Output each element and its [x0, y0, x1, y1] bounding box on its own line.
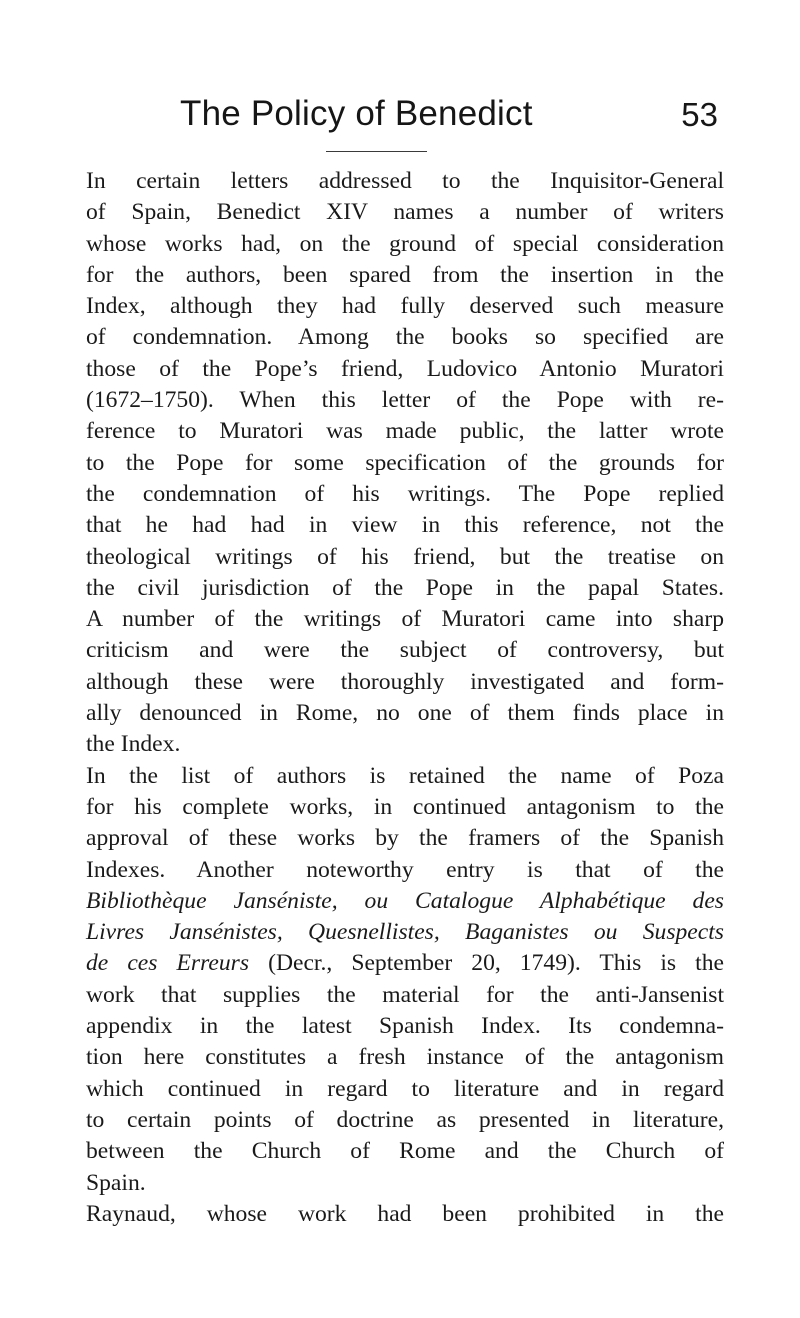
text-line: ference to Muratori was made public, the latter wrote	[86, 418, 724, 445]
text-line: appendix in the latest Spanish Index. Its condemna-	[86, 1013, 724, 1040]
text-line: for his complete works, in continued antagonism to the	[86, 793, 724, 820]
body-text	[86, 166, 724, 1230]
text-line: to the Pope for some specification of the grounds for	[86, 449, 724, 476]
text-line-mixed	[86, 948, 724, 979]
text-line: between the Church of Rome and the Church of	[86, 1138, 724, 1165]
text-line: In certain letters addressed to the Inquisitor-General	[86, 168, 724, 194]
text-line: those of the Pope’s friend, Ludovico Antonio Muratori	[86, 355, 724, 382]
paragraph-2	[86, 761, 724, 1199]
book-title-italic: Livres Jansénistes, Quesnellistes, Baganistes ou Suspects	[86, 919, 724, 946]
text-line: for the authors, been spared from the insertion in the	[86, 261, 724, 288]
page-number: 53	[681, 96, 718, 133]
text-line: of Spain, Benedict XIV names a number of writers	[86, 199, 724, 226]
text-line: of condemnation. Among the books so specified are	[86, 324, 724, 351]
header-rule	[326, 151, 427, 152]
text-line: Spain.	[86, 1169, 146, 1196]
text-line: approval of these works by the framers of the Spanish	[86, 825, 724, 852]
text-line: although these were thoroughly investigated and form-	[86, 668, 724, 695]
text-line: which continued in regard to literature and in regard	[86, 1075, 724, 1102]
text-line: whose works had, on the ground of special consideration	[86, 230, 724, 257]
text-line: the civil jurisdiction of the Pope in the papal States.	[86, 574, 724, 601]
text-line-italic	[86, 886, 724, 917]
text-line: Index, although they had fully deserved such measure	[86, 293, 724, 320]
text-line: theological writings of his friend, but the treatise on	[86, 543, 724, 570]
text-line: Indexes. Another noteworthy entry is that of the	[86, 856, 724, 883]
text-line: A number of the writings of Muratori came into sharp	[86, 606, 724, 633]
text-line: the Index.	[86, 731, 181, 758]
paragraph-3	[86, 1199, 724, 1230]
text-line: criticism and were the subject of controversy, but	[86, 637, 724, 664]
text-line: tion here constitutes a fresh instance of the antagonism	[86, 1044, 724, 1071]
book-title-italic: Bibliothèque Janséniste, ou Catalogue Alphabétique des	[86, 887, 724, 914]
book-title-italic: de ces Erreurs	[86, 950, 250, 977]
decree-date-text: (Decr., September 20, 1749). This is the	[249, 950, 724, 977]
text-line-italic	[86, 917, 724, 948]
text-line: In the list of authors is retained the name of Poza	[86, 762, 724, 789]
text-line: to certain points of doctrine as presented in literature,	[86, 1106, 724, 1133]
text-line: (1672–1750). When this letter of the Pope with re-	[86, 387, 724, 414]
text-line: work that supplies the material for the anti-Jansenist	[86, 981, 724, 1008]
text-line: ally denounced in Rome, no one of them finds place in	[86, 700, 724, 727]
text-line: Raynaud, whose work had been prohibited in the	[86, 1200, 724, 1227]
text-line: that he had had in view in this reference, not the	[86, 512, 724, 539]
text-line: the condemnation of his writings. The Pope replied	[86, 480, 724, 507]
paragraph-1	[86, 166, 724, 761]
running-head	[68, 94, 740, 144]
running-title: The Policy of Benedict	[180, 94, 533, 133]
